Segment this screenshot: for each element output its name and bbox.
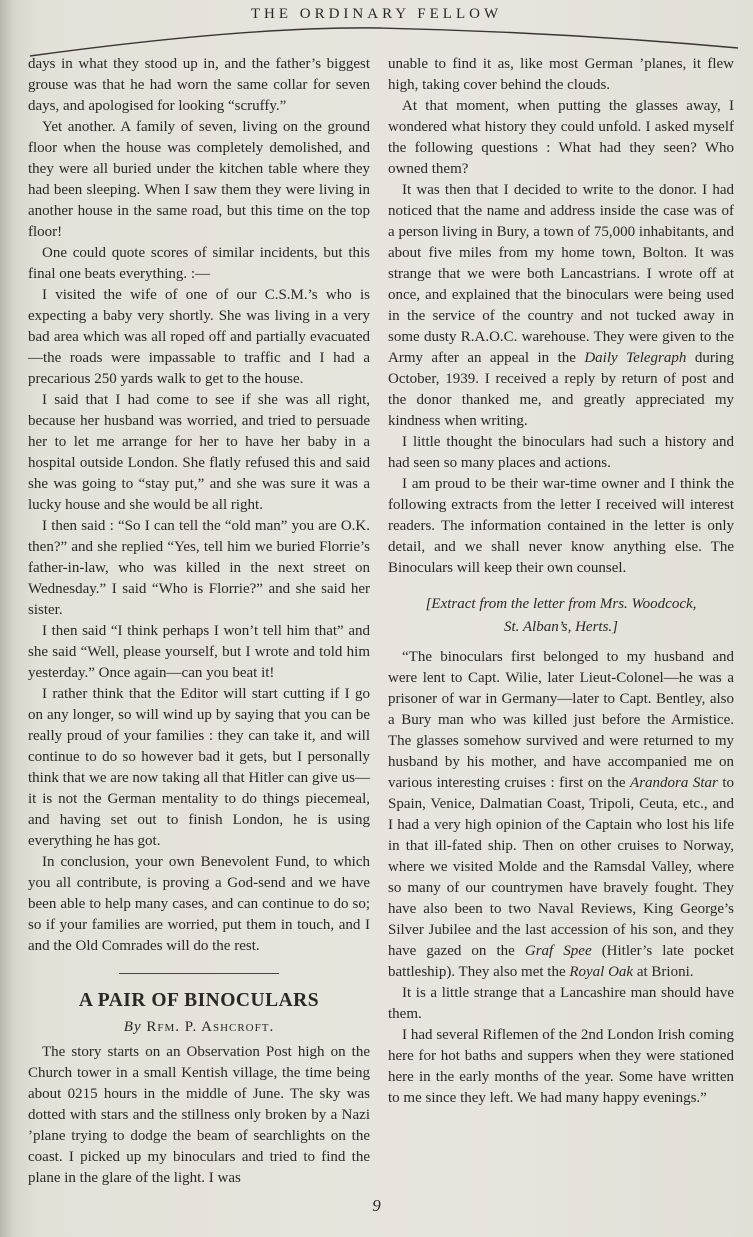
paragraph: [388, 647, 734, 983]
text-run: I then said “I think perhaps I won’t tell him that” and she said “Well, please yourself, but I wrote and told him yesterday.” Once again—can you beat it!: [28, 623, 370, 681]
text-run: days in what they stood up in, and the father’s biggest grouse was that he had worn the same collar for seven days, and apologised for looking “scruffy.”: [28, 56, 370, 114]
paragraph: [388, 432, 734, 474]
text-run: Yet another. A family of seven, living on the ground floor when the house was completely demolished, and they were all buried under the kitchen table where they had been sleeping. When I saw them they were living in another house in the same road, but this time on the top floor!: [28, 119, 370, 240]
page-columns: [0, 54, 753, 1189]
paragraph: [28, 516, 370, 621]
italic-title: Graf Spee: [524, 943, 592, 959]
right-column: [388, 54, 734, 1189]
paragraph: [28, 117, 370, 243]
extract-heading: [388, 593, 734, 639]
text-run: One could quote scores of similar incidents, but this final one beats everything. :—: [28, 245, 370, 282]
text-run: In conclusion, your own Benevolent Fund, to which you all contribute, is proving a God-send and we have been able to help many cases, and can continue to do so; so if your families are worried, put them in touch, and I and the Old Comrades will do the rest.: [28, 854, 370, 954]
paragraph: [28, 621, 370, 684]
extract-heading-line2: St. Alban’s, Herts.]: [503, 619, 619, 635]
article-byline: [28, 1016, 370, 1038]
text-run: I am proud to be their war-time owner and I think the following extracts from the letter I received will interest readers. The information contained in the letter is only detail, and we shall never know anything else. The Binoculars will keep their own counsel.: [388, 476, 734, 576]
running-title: THE ORDINARY FELLOW: [250, 6, 503, 22]
paragraph: [28, 243, 370, 285]
text-run: during October, 1939. I received a reply by return of post and the donor thanked me, and greatly appreciated my kindness when writing.: [388, 350, 734, 429]
paragraph: [388, 1025, 734, 1109]
paragraph: [388, 474, 734, 579]
paragraph: [28, 1042, 370, 1189]
left-column: [28, 54, 370, 1189]
italic-title: Arandora Star: [630, 775, 718, 791]
italic-title: Daily Telegraph: [584, 350, 687, 366]
text-run: The story starts on an Observation Post high on the Church tower in a small Kentish village, the time being about 0215 hours in the middle of June. The sky was dotted with stars and the stillness only broken by a Nazi ’plane trying to dodge the beam of searchlights on the coast. I picked up my binoculars and tried to find the plane in the glare of the light. I was: [28, 1044, 370, 1186]
text-run: It is a little strange that a Lancashire man should have them.: [388, 985, 734, 1022]
text-run: at Brioni.: [633, 964, 694, 980]
extract-heading-line1: [Extract from the letter from Mrs. Woodcock,: [425, 596, 697, 612]
paragraph: [28, 54, 370, 117]
text-run: At that moment, when putting the glasses away, I wondered what history they could unfold. I asked myself the following questions : What had they seen? Who owned them?: [388, 98, 734, 177]
paragraph: [388, 983, 734, 1025]
left-column-body: [28, 54, 370, 957]
text-run: I visited the wife of one of our C.S.M.’s who is expecting a baby very shortly. She was living in a very bad area which was all roped off and partially evacuated—the roads were impassable to traffic and I had a precarious 250 yards walk to get to the house.: [28, 287, 370, 387]
text-run: I rather think that the Editor will start cutting if I go on any longer, so will wind up by saying that you can be really proud of your families : they can take it, and will continue to do so however bad it gets, but I personally think that we are now taking all that Hitler can give us—it is not the German mentality to do things piecemeal, and having set out to finish London, he is using everything he has got.: [28, 686, 370, 849]
letter-extract: [388, 647, 734, 1109]
article-title: A PAIR OF BINOCULARS: [78, 990, 320, 1011]
text-run: I said that I had come to see if she was all right, because her husband was worried, and tried to persuade her to let me arrange for her to have her baby in a hospital outside London. She flatly refused this and said she was going to “stay put,” and she was sure it was a lucky house and she would be all right.: [28, 392, 370, 513]
paragraph: [28, 390, 370, 516]
italic-title: Royal Oak: [569, 964, 634, 980]
section-divider: [119, 973, 279, 974]
paragraph: [388, 96, 734, 180]
byline-author: Rfm. P. Ashcroft.: [146, 1019, 275, 1035]
paragraph: [388, 180, 734, 432]
text-run: to Spain, Venice, Dalmatian Coast, Tripoli, Ceuta, etc., and I had a very high opinion of the Captain who lost his life in that ill-fated ship. Then on other cruises to Norway, where we visited Molde and the Ramsdal Valley, where so many of our countrymen have bravely fought. They have also been to two Naval Reviews, King George’s Silver Jubilee and the last accession of his son, and they have gazed on the: [388, 775, 734, 959]
paragraph: [28, 684, 370, 852]
text-run: I little thought the binoculars had such a history and had seen so many places and actions.: [388, 434, 734, 471]
text-run: (Hitler’s late pocket battleship). They also met the: [388, 943, 735, 980]
text-run: “The binoculars first belonged to my husband and were lent to Capt. Wilie, later Lieut-Colonel—he was a prisoner of war in Germany—later to Capt. Bentley, also a Bury man who was killed just before the Armistice. The glasses somehow survived and were returned to my husband by his mother, and have accompanied me on various interesting cruises : first on the: [388, 649, 734, 791]
byline-by: By: [123, 1019, 142, 1035]
paragraph: [28, 285, 370, 390]
article-body-start: [28, 1042, 370, 1189]
right-column-body: [388, 54, 734, 579]
paragraph: [28, 852, 370, 957]
text-run: I had several Riflemen of the 2nd London Irish coming here for hot baths and suppers when they were stationed here in the early months of the year. Some have written to me since they left. We had many happy evenings.”: [388, 1027, 734, 1106]
paragraph: [388, 54, 734, 96]
page-number: 9: [372, 1196, 381, 1215]
text-run: unable to find it as, like most German ’planes, it flew high, taking cover behind the clouds.: [388, 56, 734, 93]
text-run: It was then that I decided to write to the donor. I had noticed that the name and address inside the case was of a person living in Bury, a town of 75,000 inhabitants, and about five miles from my home town, Bolton. It was strange that we were both Lancastrians. I wrote off at once, and explained that the binoculars were being used in the service of the country and not tucked away in some dusty R.A.O.C. warehouse. They were given to the Army after an appeal in the: [388, 182, 734, 366]
text-run: I then said : “So I can tell the “old man” you are O.K. then?” and she replied “Yes, tell him we buried Florrie’s father-in-law, who was killed in the next street on Wednesday.” I said “Who is Florrie?” and she said her sister.: [28, 518, 370, 618]
